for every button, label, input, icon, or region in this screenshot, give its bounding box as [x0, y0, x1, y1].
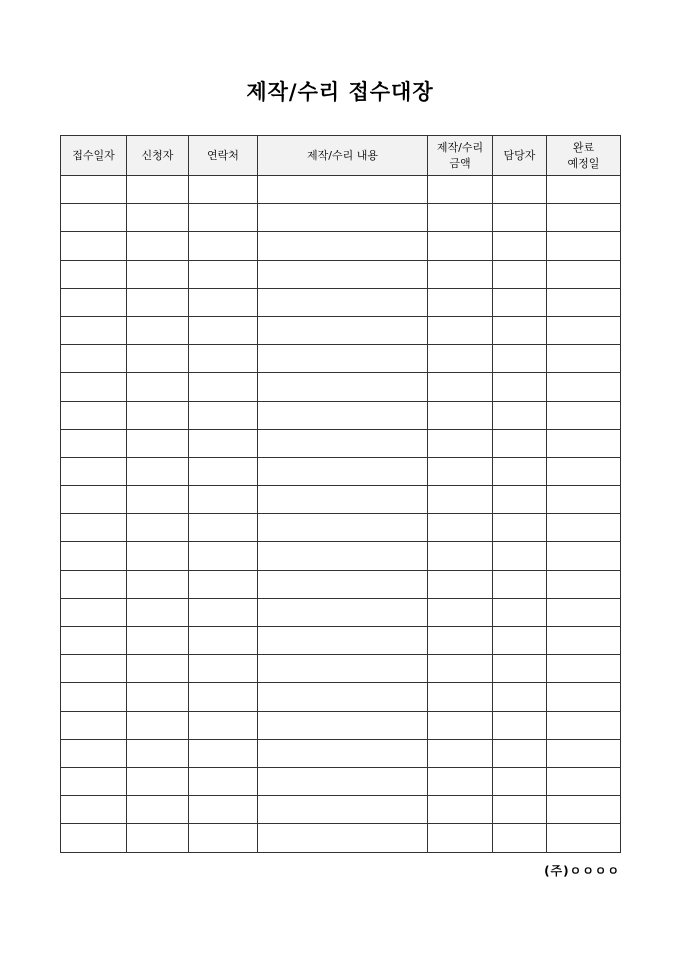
- cell-content[interactable]: [258, 486, 428, 514]
- header-applicant: [127, 136, 189, 176]
- cell-contact[interactable]: [189, 683, 258, 711]
- cell-content[interactable]: [258, 542, 428, 570]
- cell-applicant[interactable]: [127, 683, 189, 711]
- cell-contact[interactable]: [189, 627, 258, 655]
- cell-content[interactable]: [258, 457, 428, 485]
- cell-contact[interactable]: [189, 429, 258, 457]
- document-title: 제작/수리 접수대장: [246, 79, 434, 104]
- cell-content[interactable]: [258, 767, 428, 795]
- table-row: [61, 683, 621, 711]
- table-row: [61, 739, 621, 767]
- cell-amount[interactable]: [428, 570, 493, 598]
- cell-due-date[interactable]: [547, 514, 621, 542]
- cell-content[interactable]: [258, 824, 428, 852]
- cell-content[interactable]: [258, 204, 428, 232]
- cell-receipt-date[interactable]: [61, 739, 127, 767]
- cell-content[interactable]: [258, 316, 428, 344]
- cell-due-date[interactable]: [547, 767, 621, 795]
- table-row: [61, 627, 621, 655]
- cell-receipt-date[interactable]: [61, 655, 127, 683]
- header-content: [258, 136, 428, 176]
- header-label: 제작/수리 내용: [307, 148, 378, 162]
- cell-amount[interactable]: [428, 486, 493, 514]
- header-due-date: [547, 136, 621, 176]
- cell-receipt-date[interactable]: [61, 570, 127, 598]
- table-row: [61, 796, 621, 824]
- cell-amount[interactable]: [428, 457, 493, 485]
- cell-content[interactable]: [258, 401, 428, 429]
- header-label: 신청자: [141, 148, 174, 162]
- table-row: [61, 176, 621, 204]
- cell-content[interactable]: [258, 260, 428, 288]
- cell-contact[interactable]: [189, 457, 258, 485]
- cell-applicant[interactable]: [127, 824, 189, 852]
- table-row: [61, 260, 621, 288]
- table-row: [61, 542, 621, 570]
- header-label: 금액: [449, 156, 471, 170]
- table-row: [61, 457, 621, 485]
- cell-contact[interactable]: [189, 796, 258, 824]
- cell-receipt-date[interactable]: [61, 627, 127, 655]
- cell-content[interactable]: [258, 796, 428, 824]
- header-receipt-date: [61, 136, 127, 176]
- cell-applicant[interactable]: [127, 373, 189, 401]
- cell-receipt-date[interactable]: [61, 796, 127, 824]
- cell-due-date[interactable]: [547, 232, 621, 260]
- cell-amount[interactable]: [428, 514, 493, 542]
- cell-receipt-date[interactable]: [61, 176, 127, 204]
- cell-content[interactable]: [258, 683, 428, 711]
- cell-manager[interactable]: [493, 316, 547, 344]
- cell-applicant[interactable]: [127, 429, 189, 457]
- cell-due-date[interactable]: [547, 316, 621, 344]
- cell-receipt-date[interactable]: [61, 260, 127, 288]
- cell-content[interactable]: [258, 232, 428, 260]
- cell-due-date[interactable]: [547, 824, 621, 852]
- cell-applicant[interactable]: [127, 316, 189, 344]
- header-amount: [428, 136, 493, 176]
- cell-contact[interactable]: [189, 486, 258, 514]
- cell-due-date[interactable]: [547, 204, 621, 232]
- cell-content[interactable]: [258, 711, 428, 739]
- cell-manager[interactable]: [493, 739, 547, 767]
- cell-contact[interactable]: [189, 401, 258, 429]
- header-contact: [189, 136, 258, 176]
- cell-receipt-date[interactable]: [61, 683, 127, 711]
- table-row: [61, 711, 621, 739]
- cell-receipt-date[interactable]: [61, 232, 127, 260]
- cell-manager[interactable]: [493, 457, 547, 485]
- table-row: [61, 316, 621, 344]
- table-row: [61, 598, 621, 626]
- cell-contact[interactable]: [189, 288, 258, 316]
- table-body: [61, 176, 621, 853]
- cell-receipt-date[interactable]: [61, 514, 127, 542]
- cell-content[interactable]: [258, 373, 428, 401]
- header-label: 담당자: [503, 148, 536, 162]
- cell-receipt-date[interactable]: [61, 457, 127, 485]
- cell-applicant[interactable]: [127, 570, 189, 598]
- table-row: [61, 767, 621, 795]
- cell-receipt-date[interactable]: [61, 486, 127, 514]
- cell-amount[interactable]: [428, 260, 493, 288]
- cell-amount[interactable]: [428, 288, 493, 316]
- cell-receipt-date[interactable]: [61, 288, 127, 316]
- cell-content[interactable]: [258, 655, 428, 683]
- cell-due-date[interactable]: [547, 401, 621, 429]
- cell-applicant[interactable]: [127, 514, 189, 542]
- cell-due-date[interactable]: [547, 570, 621, 598]
- cell-contact[interactable]: [189, 316, 258, 344]
- cell-manager[interactable]: [493, 204, 547, 232]
- cell-due-date[interactable]: [547, 373, 621, 401]
- cell-amount[interactable]: [428, 739, 493, 767]
- cell-receipt-date[interactable]: [61, 767, 127, 795]
- table-row: [61, 486, 621, 514]
- cell-amount[interactable]: [428, 176, 493, 204]
- cell-receipt-date[interactable]: [61, 345, 127, 373]
- cell-manager[interactable]: [493, 232, 547, 260]
- cell-applicant[interactable]: [127, 739, 189, 767]
- cell-contact[interactable]: [189, 824, 258, 852]
- header-label: 연락처: [207, 148, 239, 162]
- cell-contact[interactable]: [189, 570, 258, 598]
- cell-manager[interactable]: [493, 711, 547, 739]
- cell-contact[interactable]: [189, 542, 258, 570]
- cell-amount[interactable]: [428, 711, 493, 739]
- header-manager: [493, 136, 547, 176]
- cell-amount[interactable]: [428, 373, 493, 401]
- cell-amount[interactable]: [428, 542, 493, 570]
- cell-receipt-date[interactable]: [61, 711, 127, 739]
- cell-due-date[interactable]: [547, 288, 621, 316]
- cell-amount[interactable]: [428, 627, 493, 655]
- cell-applicant[interactable]: [127, 598, 189, 626]
- cell-amount[interactable]: [428, 598, 493, 626]
- cell-applicant[interactable]: [127, 655, 189, 683]
- cell-applicant[interactable]: [127, 711, 189, 739]
- cell-contact[interactable]: [189, 232, 258, 260]
- cell-due-date[interactable]: [547, 176, 621, 204]
- cell-content[interactable]: [258, 429, 428, 457]
- cell-manager[interactable]: [493, 598, 547, 626]
- cell-contact[interactable]: [189, 345, 258, 373]
- cell-manager[interactable]: [493, 429, 547, 457]
- table-row: [61, 824, 621, 852]
- cell-contact[interactable]: [189, 204, 258, 232]
- header-label: 접수일자: [72, 148, 115, 162]
- cell-due-date[interactable]: [547, 486, 621, 514]
- cell-amount[interactable]: [428, 767, 493, 795]
- cell-applicant[interactable]: [127, 345, 189, 373]
- cell-due-date[interactable]: [547, 260, 621, 288]
- cell-receipt-date[interactable]: [61, 316, 127, 344]
- cell-due-date[interactable]: [547, 683, 621, 711]
- cell-manager[interactable]: [493, 176, 547, 204]
- table-row: [61, 345, 621, 373]
- cell-applicant[interactable]: [127, 796, 189, 824]
- cell-applicant[interactable]: [127, 542, 189, 570]
- cell-amount[interactable]: [428, 655, 493, 683]
- cell-manager[interactable]: [493, 767, 547, 795]
- cell-manager[interactable]: [493, 260, 547, 288]
- cell-contact[interactable]: [189, 598, 258, 626]
- cell-amount[interactable]: [428, 345, 493, 373]
- cell-amount[interactable]: [428, 232, 493, 260]
- cell-contact[interactable]: [189, 739, 258, 767]
- cell-due-date[interactable]: [547, 627, 621, 655]
- cell-contact[interactable]: [189, 767, 258, 795]
- cell-applicant[interactable]: [127, 486, 189, 514]
- cell-receipt-date[interactable]: [61, 824, 127, 852]
- table-row: [61, 514, 621, 542]
- cell-content[interactable]: [258, 514, 428, 542]
- table-row: [61, 288, 621, 316]
- company-name: (주)ㅇㅇㅇㅇ: [544, 864, 620, 878]
- cell-contact[interactable]: [189, 373, 258, 401]
- cell-manager[interactable]: [493, 486, 547, 514]
- cell-due-date[interactable]: [547, 429, 621, 457]
- header-label: 제작/수리: [436, 140, 484, 154]
- cell-applicant[interactable]: [127, 232, 189, 260]
- cell-manager[interactable]: [493, 401, 547, 429]
- cell-manager[interactable]: [493, 514, 547, 542]
- header-label: 예정일: [567, 156, 600, 170]
- cell-manager[interactable]: [493, 627, 547, 655]
- table-header-row: [61, 136, 621, 176]
- cell-due-date[interactable]: [547, 739, 621, 767]
- cell-due-date[interactable]: [547, 796, 621, 824]
- cell-applicant[interactable]: [127, 401, 189, 429]
- cell-receipt-date[interactable]: [61, 373, 127, 401]
- cell-contact[interactable]: [189, 655, 258, 683]
- table-row: [61, 655, 621, 683]
- cell-manager[interactable]: [493, 288, 547, 316]
- cell-manager[interactable]: [493, 683, 547, 711]
- table-row: [61, 373, 621, 401]
- cell-receipt-date[interactable]: [61, 429, 127, 457]
- cell-contact[interactable]: [189, 711, 258, 739]
- cell-manager[interactable]: [493, 796, 547, 824]
- cell-applicant[interactable]: [127, 204, 189, 232]
- cell-receipt-date[interactable]: [61, 542, 127, 570]
- cell-content[interactable]: [258, 288, 428, 316]
- cell-receipt-date[interactable]: [61, 598, 127, 626]
- cell-contact[interactable]: [189, 260, 258, 288]
- reception-ledger-table: [60, 135, 621, 853]
- cell-contact[interactable]: [189, 514, 258, 542]
- cell-manager[interactable]: [493, 824, 547, 852]
- cell-due-date[interactable]: [547, 598, 621, 626]
- header-label: 완료: [572, 140, 595, 154]
- cell-applicant[interactable]: [127, 288, 189, 316]
- cell-manager[interactable]: [493, 542, 547, 570]
- table-row: [61, 232, 621, 260]
- cell-content[interactable]: [258, 570, 428, 598]
- cell-applicant[interactable]: [127, 767, 189, 795]
- cell-contact[interactable]: [189, 176, 258, 204]
- cell-content[interactable]: [258, 627, 428, 655]
- table-row: [61, 401, 621, 429]
- cell-amount[interactable]: [428, 429, 493, 457]
- cell-amount[interactable]: [428, 204, 493, 232]
- cell-amount[interactable]: [428, 401, 493, 429]
- cell-due-date[interactable]: [547, 655, 621, 683]
- cell-amount[interactable]: [428, 824, 493, 852]
- cell-receipt-date[interactable]: [61, 204, 127, 232]
- cell-content[interactable]: [258, 598, 428, 626]
- cell-content[interactable]: [258, 345, 428, 373]
- table-row: [61, 429, 621, 457]
- cell-due-date[interactable]: [547, 345, 621, 373]
- cell-content[interactable]: [258, 176, 428, 204]
- cell-due-date[interactable]: [547, 457, 621, 485]
- cell-manager[interactable]: [493, 570, 547, 598]
- cell-applicant[interactable]: [127, 260, 189, 288]
- cell-manager[interactable]: [493, 373, 547, 401]
- cell-due-date[interactable]: [547, 711, 621, 739]
- cell-receipt-date[interactable]: [61, 401, 127, 429]
- table-row: [61, 204, 621, 232]
- cell-amount[interactable]: [428, 316, 493, 344]
- cell-content[interactable]: [258, 739, 428, 767]
- cell-applicant[interactable]: [127, 176, 189, 204]
- cell-amount[interactable]: [428, 683, 493, 711]
- cell-amount[interactable]: [428, 796, 493, 824]
- table-row: [61, 570, 621, 598]
- cell-manager[interactable]: [493, 655, 547, 683]
- cell-due-date[interactable]: [547, 542, 621, 570]
- cell-applicant[interactable]: [127, 457, 189, 485]
- cell-applicant[interactable]: [127, 627, 189, 655]
- cell-manager[interactable]: [493, 345, 547, 373]
